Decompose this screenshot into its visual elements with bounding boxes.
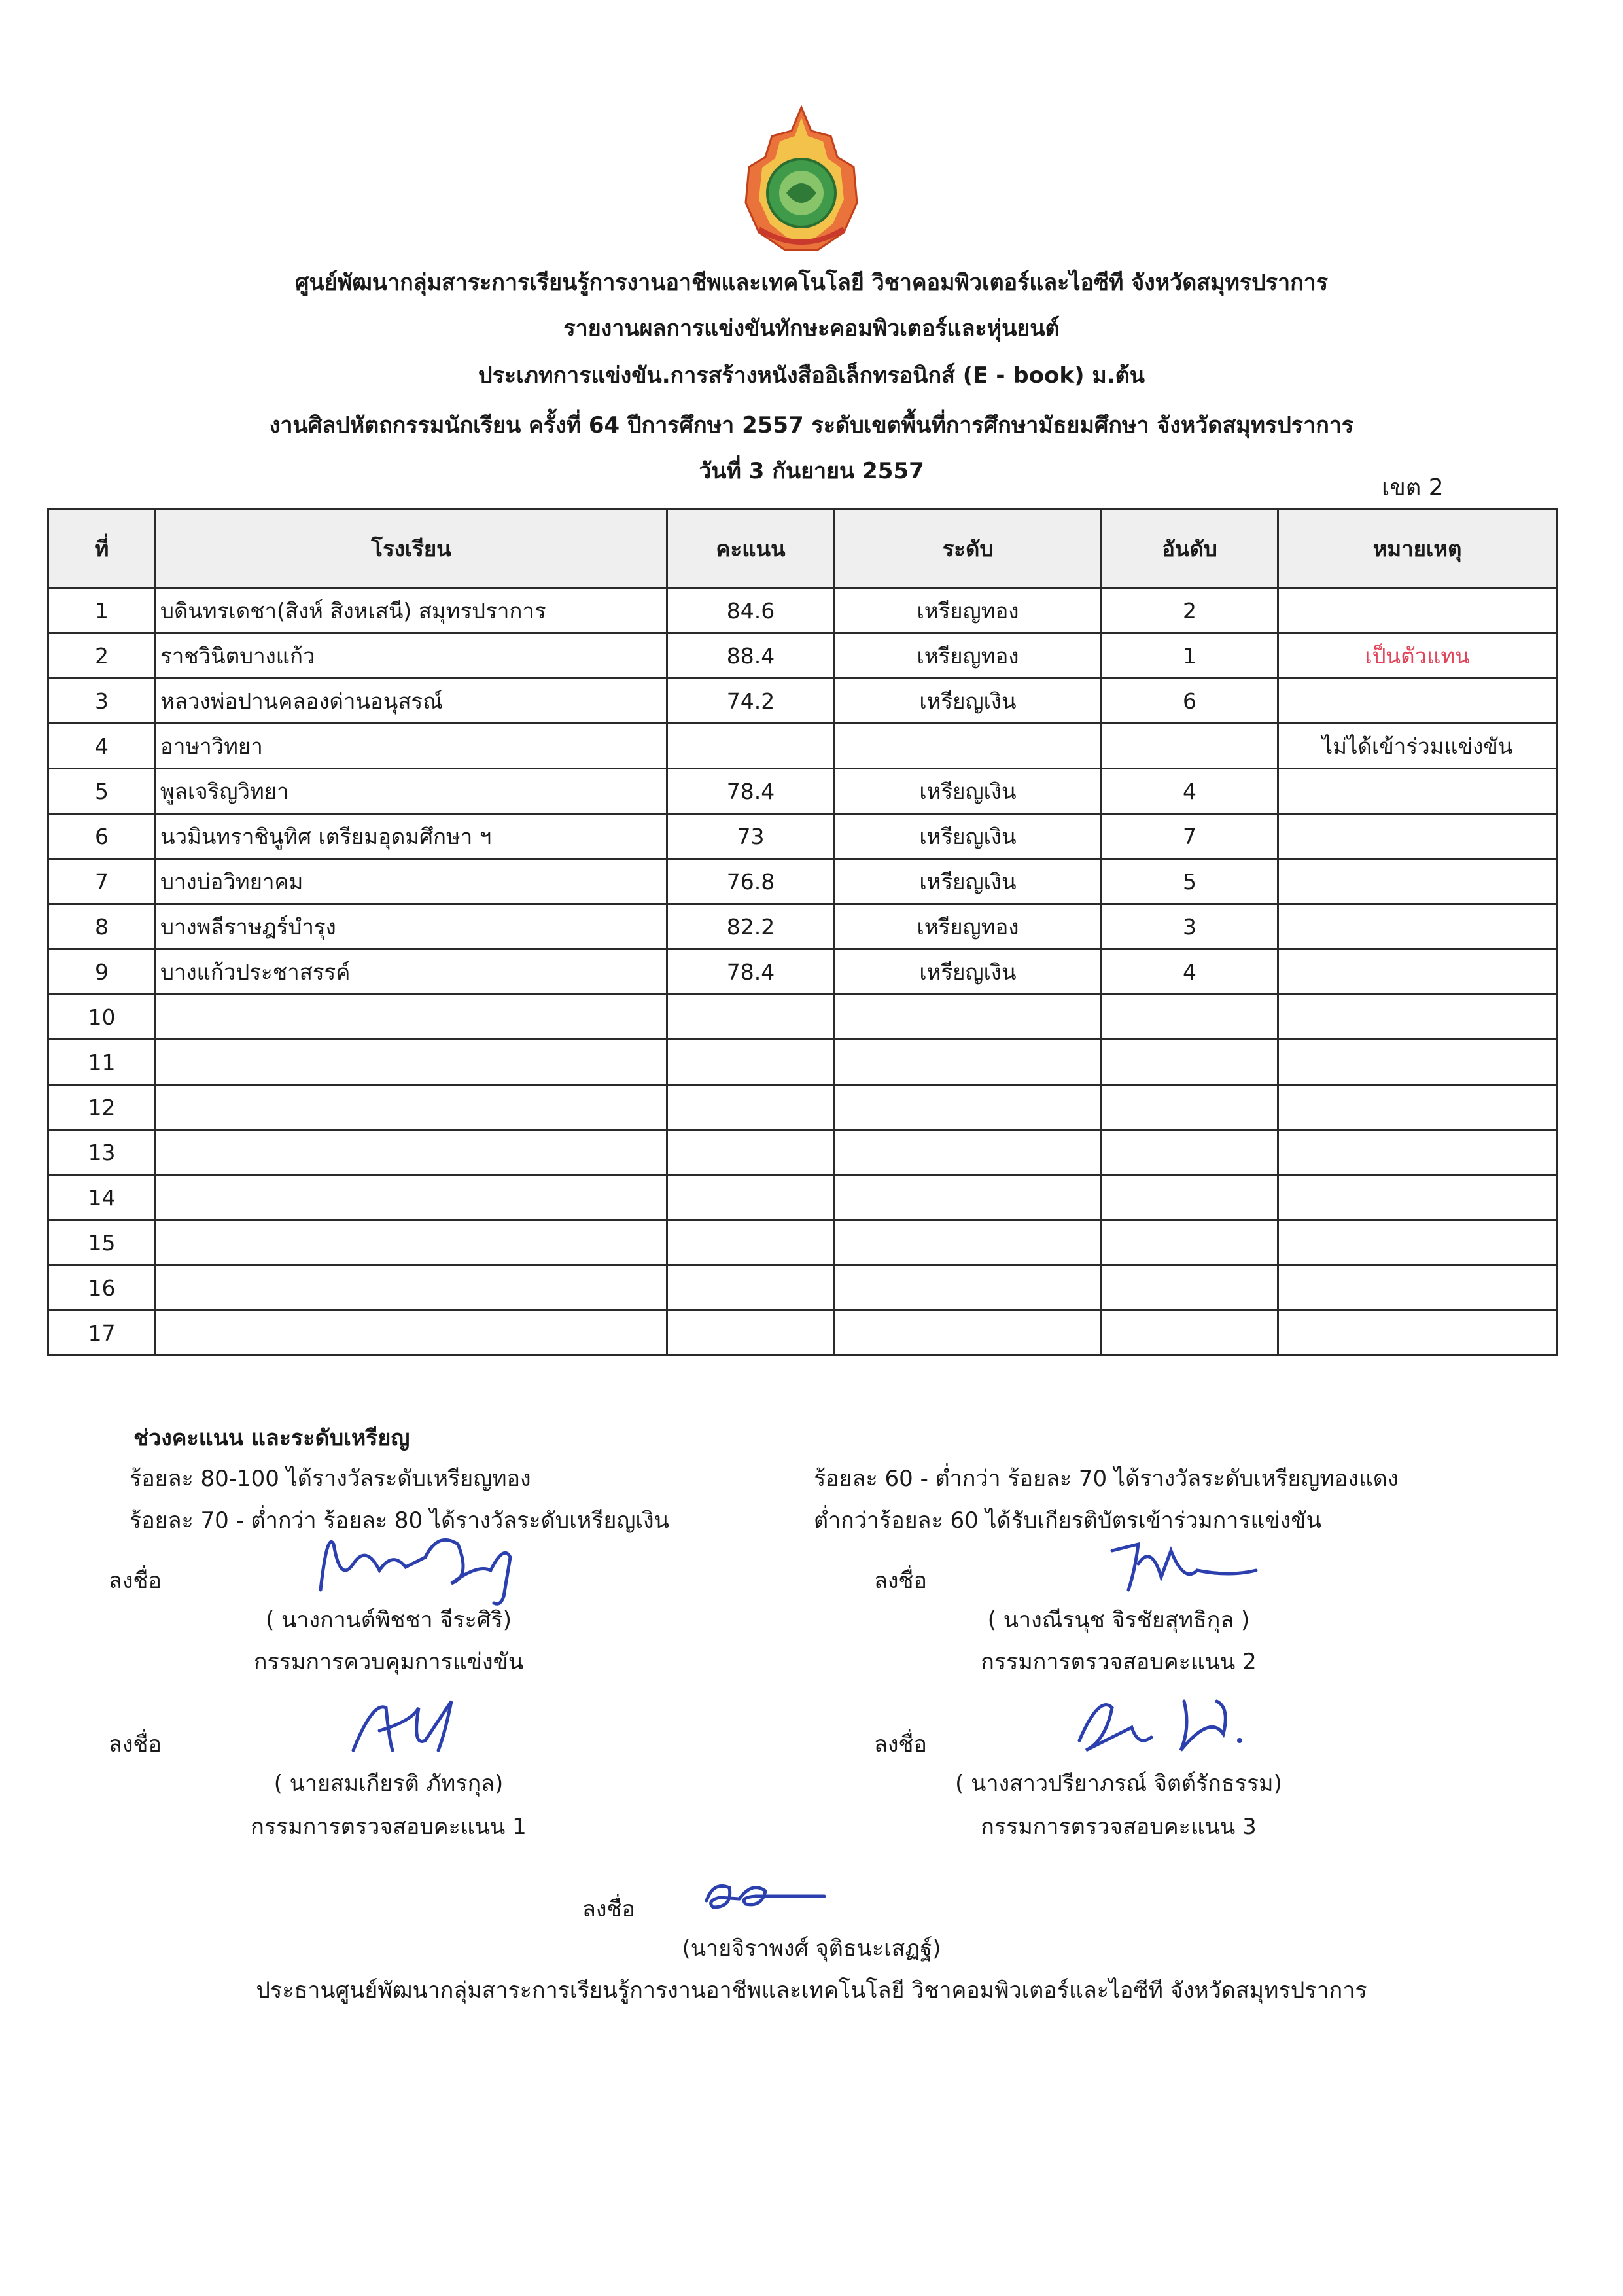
cell-score: 74.2: [667, 679, 835, 724]
cell-rank: [1102, 724, 1278, 769]
col-header-rank: อันดับ: [1102, 509, 1278, 588]
cell-no: 17: [48, 1311, 156, 1356]
cell-level: [835, 1085, 1102, 1130]
signer-3-role: กรรมการตรวจสอบคะแนน 1: [251, 1814, 527, 1840]
cell-school: [156, 1311, 667, 1356]
cell-score: [667, 1175, 835, 1220]
col-header-note: หมายเหตุ: [1278, 509, 1557, 588]
cell-school: บดินทรเดชา(สิงห์ สิงหเสนี) สมุทรปราการ: [156, 588, 667, 633]
signature-3-image: [340, 1688, 484, 1760]
signer-3-name: ( นายสมเกียรติ ภัทรกุล): [273, 1771, 504, 1797]
cell-rank: 5: [1102, 859, 1278, 904]
cell-level: [835, 1130, 1102, 1175]
cell-level: [835, 724, 1102, 769]
table-row: [48, 814, 1557, 859]
col-header-no: ที่: [48, 509, 156, 588]
signer-1-role: กรรมการควบคุมการแข่งขัน: [253, 1649, 524, 1675]
cell-note: เป็นตัวแทน: [1278, 633, 1557, 679]
cell-level: เหรียญทอง: [835, 633, 1102, 679]
cell-level: เหรียญเงิน: [835, 814, 1102, 859]
signer-4-name: ( นางสาวปรียาภรณ์ จิตต์รักธรรม): [955, 1771, 1282, 1797]
table-row: [48, 633, 1557, 679]
cell-school: [156, 1265, 667, 1311]
cell-level: เหรียญเงิน: [835, 949, 1102, 995]
legend-title: ช่วงคะแนน และระดับเหรียญ: [133, 1425, 410, 1451]
cell-score: 78.4: [667, 949, 835, 995]
cell-score: [667, 995, 835, 1040]
cell-score: 73: [667, 814, 835, 859]
cell-rank: 7: [1102, 814, 1278, 859]
signer-2-name: ( นางณีรนุช จิรชัยสุทธิกุล ): [987, 1607, 1250, 1633]
cell-score: [667, 1311, 835, 1356]
cell-rank: 1: [1102, 633, 1278, 679]
cell-note: [1278, 1130, 1557, 1175]
cell-no: 12: [48, 1085, 156, 1130]
header-date: วันที่ 3 กันยายน 2557: [699, 458, 924, 484]
cell-level: [835, 1220, 1102, 1265]
table-row: [48, 1265, 1557, 1311]
col-header-score: คะแนน: [667, 509, 835, 588]
cell-level: เหรียญเงิน: [835, 859, 1102, 904]
cell-rank: [1102, 1220, 1278, 1265]
cell-school: บางบ่อวิทยาคม: [156, 859, 667, 904]
legend-bronze: ร้อยละ 60 - ต่ำกว่า ร้อยละ 70 ได้รางวัลระดับเหรียญทองแดง: [814, 1466, 1399, 1492]
cell-rank: [1102, 1085, 1278, 1130]
cell-no: 9: [48, 949, 156, 995]
cell-no: 5: [48, 769, 156, 814]
sign-label-2: ลงชื่อ: [874, 1568, 927, 1594]
cell-note: [1278, 1311, 1557, 1356]
cell-note: [1278, 1265, 1557, 1311]
table-row: [48, 859, 1557, 904]
cell-school: [156, 1040, 667, 1085]
cell-school: [156, 995, 667, 1040]
cell-no: 4: [48, 724, 156, 769]
legend-gold: ร้อยละ 80-100 ได้รางวัลระดับเหรียญทอง: [130, 1466, 531, 1492]
cell-school: บางแก้วประชาสรรค์: [156, 949, 667, 995]
cell-no: 3: [48, 679, 156, 724]
cell-level: [835, 1311, 1102, 1356]
signer-5-name: (นายจิราพงศ์ จุติธนะเสฏฐ์): [682, 1935, 941, 1962]
signature-4-image: [1060, 1688, 1269, 1760]
cell-note: [1278, 814, 1557, 859]
signature-2-image: [1099, 1531, 1269, 1603]
table-row: [48, 724, 1557, 769]
cell-note: [1278, 859, 1557, 904]
legend-participation: ต่ำกว่าร้อยละ 60 ได้รับเกียรติบัตรเข้าร่วมการแข่งขัน: [814, 1508, 1321, 1534]
results-table: [47, 508, 1558, 1356]
cell-no: 7: [48, 859, 156, 904]
results-body: [48, 588, 1557, 1356]
table-row: [48, 1220, 1557, 1265]
cell-rank: [1102, 995, 1278, 1040]
cell-rank: 6: [1102, 679, 1278, 724]
cell-level: [835, 1040, 1102, 1085]
signer-5-role: ประธานศูนย์พัฒนากลุ่มสาระการเรียนรู้การงานอาชีพและเทคโนโลยี วิชาคอมพิวเตอร์และไอซีที จังหวัดสมุทรปราการ: [256, 1977, 1367, 2004]
cell-note: [1278, 769, 1557, 814]
cell-score: [667, 1085, 835, 1130]
sign-label-3: ลงชื่อ: [109, 1731, 162, 1757]
table-row: [48, 1085, 1557, 1130]
cell-school: อาษาวิทยา: [156, 724, 667, 769]
sign-label-5: ลงชื่อ: [582, 1896, 635, 1922]
cell-school: นวมินทราชินูทิศ เตรียมอุดมศึกษา ฯ: [156, 814, 667, 859]
cell-score: [667, 724, 835, 769]
cell-level: เหรียญทอง: [835, 904, 1102, 949]
cell-note: [1278, 949, 1557, 995]
cell-no: 10: [48, 995, 156, 1040]
cell-score: [667, 1220, 835, 1265]
cell-rank: [1102, 1311, 1278, 1356]
cell-level: [835, 1265, 1102, 1311]
cell-school: [156, 1130, 667, 1175]
cell-no: 11: [48, 1040, 156, 1085]
header-line-4: งานศิลปหัตถกรรมนักเรียน ครั้งที่ 64 ปีการศึกษา 2557 ระดับเขตพื้นที่การศึกษามัธยมศึกษา จังหวัดสมุทรปราการ: [269, 412, 1354, 438]
cell-score: 88.4: [667, 633, 835, 679]
cell-level: เหรียญเงิน: [835, 679, 1102, 724]
cell-no: 6: [48, 814, 156, 859]
table-row: [48, 679, 1557, 724]
ministry-seal-logo: [739, 105, 864, 252]
col-header-school: โรงเรียน: [156, 509, 667, 588]
cell-rank: [1102, 1130, 1278, 1175]
cell-rank: [1102, 1175, 1278, 1220]
cell-note: [1278, 995, 1557, 1040]
table-row: [48, 588, 1557, 633]
header-line-3: ประเภทการแข่งขัน.การสร้างหนังสืออิเล็กทรอนิกส์ (E - book) ม.ต้น: [478, 362, 1145, 389]
sign-label-4: ลงชื่อ: [874, 1731, 927, 1757]
header-line-2: รายงานผลการแข่งขันทักษะคอมพิวเตอร์และหุ่นยนต์: [563, 315, 1060, 342]
table-row: [48, 1311, 1557, 1356]
signer-2-role: กรรมการตรวจสอบคะแนน 2: [981, 1649, 1257, 1675]
cell-rank: 4: [1102, 769, 1278, 814]
cell-school: [156, 1220, 667, 1265]
table-row: [48, 1130, 1557, 1175]
cell-score: [667, 1130, 835, 1175]
table-row: [48, 1175, 1557, 1220]
cell-rank: 4: [1102, 949, 1278, 995]
cell-no: 14: [48, 1175, 156, 1220]
header-line-1: ศูนย์พัฒนากลุ่มสาระการเรียนรู้การงานอาชีพและเทคโนโลยี วิชาคอมพิวเตอร์และไอซีที จังหวัดสมุทรปราการ: [294, 270, 1329, 296]
table-row: [48, 769, 1557, 814]
col-header-level: ระดับ: [835, 509, 1102, 588]
signature-5-image: [693, 1871, 837, 1924]
zone-label: เขต 2: [1382, 474, 1444, 501]
cell-note: [1278, 679, 1557, 724]
table-row: [48, 1040, 1557, 1085]
cell-no: 16: [48, 1265, 156, 1311]
cell-no: 1: [48, 588, 156, 633]
cell-school: หลวงพ่อปานคลองด่านอนุสรณ์: [156, 679, 667, 724]
cell-level: [835, 1175, 1102, 1220]
cell-rank: 2: [1102, 588, 1278, 633]
table-row: [48, 949, 1557, 995]
cell-school: [156, 1175, 667, 1220]
signature-1-image: [307, 1518, 530, 1610]
cell-no: 13: [48, 1130, 156, 1175]
cell-no: 2: [48, 633, 156, 679]
cell-note: [1278, 904, 1557, 949]
table-row: [48, 904, 1557, 949]
cell-school: ราชวินิตบางแก้ว: [156, 633, 667, 679]
legend-silver: ร้อยละ 70 - ต่ำกว่า ร้อยละ 80 ได้รางวัลระดับเหรียญเงิน: [130, 1508, 669, 1534]
cell-rank: [1102, 1040, 1278, 1085]
cell-rank: 3: [1102, 904, 1278, 949]
cell-school: พูลเจริญวิทยา: [156, 769, 667, 814]
cell-no: 8: [48, 904, 156, 949]
cell-score: 78.4: [667, 769, 835, 814]
cell-note: [1278, 1085, 1557, 1130]
cell-school: [156, 1085, 667, 1130]
cell-score: 76.8: [667, 859, 835, 904]
cell-no: 15: [48, 1220, 156, 1265]
cell-score: 84.6: [667, 588, 835, 633]
cell-note: [1278, 1220, 1557, 1265]
signer-1-name: ( นางกานต์พิชชา จีระศิริ): [265, 1607, 512, 1633]
cell-score: 82.2: [667, 904, 835, 949]
cell-rank: [1102, 1265, 1278, 1311]
sign-label-1: ลงชื่อ: [109, 1568, 162, 1594]
cell-note: ไม่ได้เข้าร่วมแข่งขัน: [1278, 724, 1557, 769]
table-header-row: [48, 509, 1557, 588]
cell-note: [1278, 1040, 1557, 1085]
table-row: [48, 995, 1557, 1040]
cell-school: บางพลีราษฎร์บำรุง: [156, 904, 667, 949]
cell-level: เหรียญทอง: [835, 588, 1102, 633]
signer-4-role: กรรมการตรวจสอบคะแนน 3: [981, 1814, 1257, 1840]
cell-level: [835, 995, 1102, 1040]
cell-level: เหรียญเงิน: [835, 769, 1102, 814]
cell-note: [1278, 1175, 1557, 1220]
cell-score: [667, 1265, 835, 1311]
cell-note: [1278, 588, 1557, 633]
cell-score: [667, 1040, 835, 1085]
